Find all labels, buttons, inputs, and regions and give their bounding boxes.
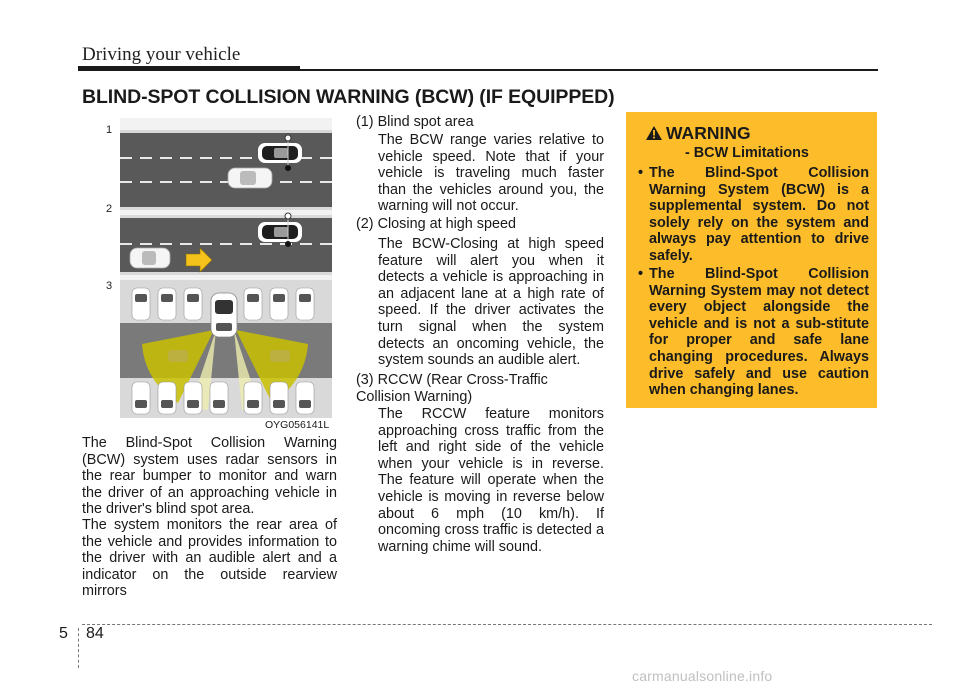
warning-triangle-icon: [645, 125, 663, 146]
item-body-closing-speed: The BCW-Closing at high speed feature will alert you when it detects a vehicle is approaching in an adjacent lane at a high rate of speed. If the driver activates the turn signal when the system detects an oncoming vehicle, the system sounds an audible alert.: [378, 236, 604, 369]
car-reversing: [211, 293, 237, 337]
item-body-rccw: The RCCW feature monitors approaching cross traffic from the left and right side of the vehicle when your vehicle is in reverse. The feature will operate when the vehicle is moving in reverse below about 6 mph (10 km/h). If oncoming cross traffic is detected a warning chime will sound.: [378, 406, 604, 555]
bcw-diagram-illustration: [120, 118, 332, 418]
section-header: Driving your vehicle: [82, 44, 241, 65]
warning-bullet: The Blind-Spot Collision Warning System may not detect every object alongside the vehicle and is not a sub-stitute for proper and safe lane changing procedures. Always drive safely and use caution when changing lanes.: [649, 266, 869, 399]
road-panel-1: [120, 130, 332, 210]
car-dark-2: [258, 222, 302, 242]
car-white-1: [228, 168, 272, 188]
figure-label-1: 1: [106, 124, 113, 136]
warning-bullet: The Blind-Spot Collision Warning System (BCW) is a supplemental system. Do not solely rely on the system and always pay attention to drive safely.: [649, 165, 869, 264]
header-rule: [300, 69, 878, 71]
item-title-closing-speed: (2) Closing at high speed: [356, 216, 516, 232]
intro-paragraph: The Blind-Spot Collision Warning (BCW) system uses radar sensors in the rear bumper to monitor and warn the driver of an approaching vehicle in the driver's blind spot area.: [82, 435, 337, 518]
car-dark-1: [258, 143, 302, 163]
footer-section-number: 5: [59, 625, 68, 642]
figure-code: OYG056141L: [265, 419, 330, 431]
bullet-icon: •: [638, 165, 644, 181]
item-title-blind-spot: (1) Blind spot area: [356, 114, 474, 130]
bcw-diagram: [120, 118, 332, 418]
footer-page-number: 84: [86, 625, 104, 642]
watermark: carmanualsonline.info: [632, 668, 773, 684]
figure-label-3: 3: [106, 280, 113, 292]
figure-label-2: 2: [106, 203, 113, 215]
intro-paragraph: The system monitors the rear area of the vehicle and provides information to the driver with an audible alert and a indicator on the outside rearview mirrors: [82, 517, 337, 600]
footer-rule: [82, 624, 932, 625]
car-white-2: [130, 248, 170, 268]
header-rule-thick: [78, 66, 300, 71]
footer-divider: [78, 628, 79, 668]
item-title-rccw: (3) RCCW (Rear Cross-Traffic Collision Warning): [356, 372, 548, 405]
page-title: BLIND-SPOT COLLISION WARNING (BCW) (IF EQUIPPED): [82, 86, 615, 108]
item-body-blind-spot: The BCW range varies relative to vehicle speed. Note that if your vehicle is traveling much faster than the vehicles around you, the warning will not occur.: [378, 132, 604, 215]
warning-subheading: - BCW Limitations: [685, 145, 809, 161]
warning-heading: WARNING: [666, 123, 751, 143]
bullet-icon: •: [638, 266, 644, 282]
